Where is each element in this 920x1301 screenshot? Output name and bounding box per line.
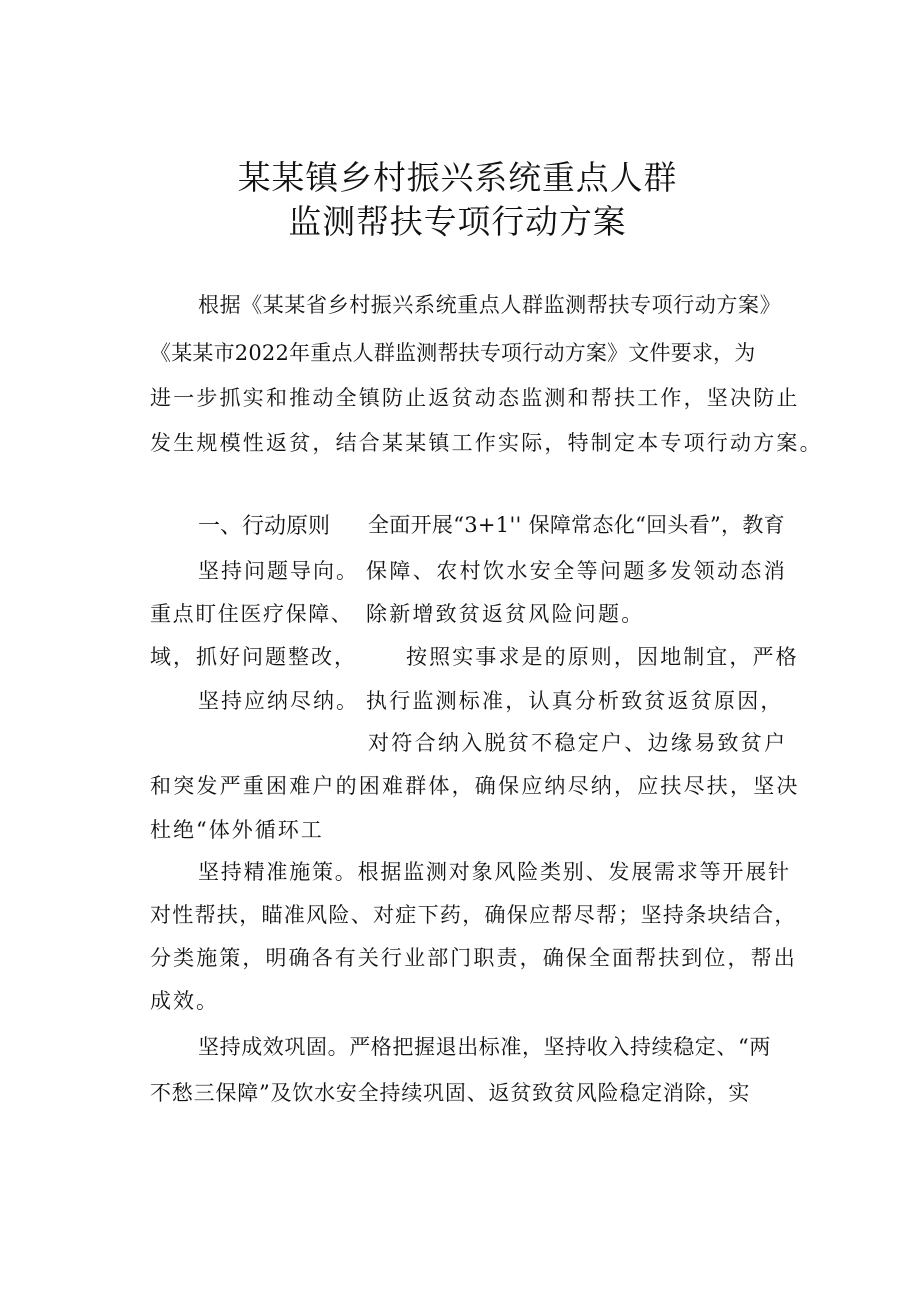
section-1-line-2: 杜绝“体外循环工 bbox=[150, 818, 324, 842]
right-fragment-6: 对符合纳入脱贫不稳定户、边缘易致贫户 bbox=[368, 731, 788, 755]
precision-line-1: 坚持精准施策。根据监测对象风险类别、发展需求等开展针 bbox=[198, 860, 791, 884]
right-fragment-2: 保障、农村饮水安全等问题多发领动态消 bbox=[366, 559, 788, 583]
left-fragment-3: 域，抓好问题整改， bbox=[150, 645, 357, 669]
left-fragment-4: 坚持应纳尽纳。 bbox=[198, 689, 359, 713]
left-fragment-1: 坚持问题导向。 bbox=[198, 559, 359, 583]
right-fragment-1: 全面开展“3+1'' 保障常态化“回头看”，教育 bbox=[368, 513, 785, 537]
intro-line-4: 发生规模性返贫，结合某某镇工作实际，特制定本专项行动方案。 bbox=[150, 431, 823, 455]
section-1-line-1: 和突发严重困难户的困难群体，确保应纳尽纳，应扶尽扶，坚决 bbox=[150, 774, 800, 798]
section-1-heading: 一、行动原则 bbox=[198, 514, 331, 539]
right-fragment-4: 按照实事求是的原则，因地制宜，严格 bbox=[406, 645, 799, 669]
intro-line-1: 根据《某某省乡村振兴系统重点人群监测帮扶专项行动方案》 bbox=[198, 293, 782, 317]
precision-line-2: 对性帮扶，瞄准风险、对症下药，确保应帮尽帮；坚持条块结合， bbox=[150, 903, 797, 927]
left-fragment-2: 重点盯住医疗保障、 bbox=[150, 602, 354, 626]
document-title-line-1: 某某镇乡村振兴系统重点人群 bbox=[237, 158, 678, 197]
intro-line-3: 进一步抓实和推动全镇防止返贫动态监测和帮扶工作，坚决防止 bbox=[150, 386, 800, 410]
document-title-line-2: 监测帮扶专项行动方案 bbox=[288, 202, 627, 241]
right-fragment-3: 除新增致贫返贫风险问题。 bbox=[366, 602, 645, 626]
intro-line-2: 《某某市2022年重点人群监测帮扶专项行动方案》文件要求，为 bbox=[150, 341, 756, 365]
precision-line-3: 分类施策，明确各有关行业部门职责，确保全面帮扶到位，帮出 bbox=[150, 946, 797, 970]
consolidate-line-2: 不愁三保障”及饮水安全持续巩固、返贫致贫风险稳定消除，实 bbox=[150, 1081, 751, 1105]
right-fragment-5: 执行监测标准，认真分析致贫返贫原因， bbox=[366, 689, 784, 713]
precision-line-4: 成效。 bbox=[150, 989, 219, 1013]
consolidate-line-1: 坚持成效巩固。严格把握退出标准，坚持收入持续稳定、“两 bbox=[198, 1035, 771, 1059]
